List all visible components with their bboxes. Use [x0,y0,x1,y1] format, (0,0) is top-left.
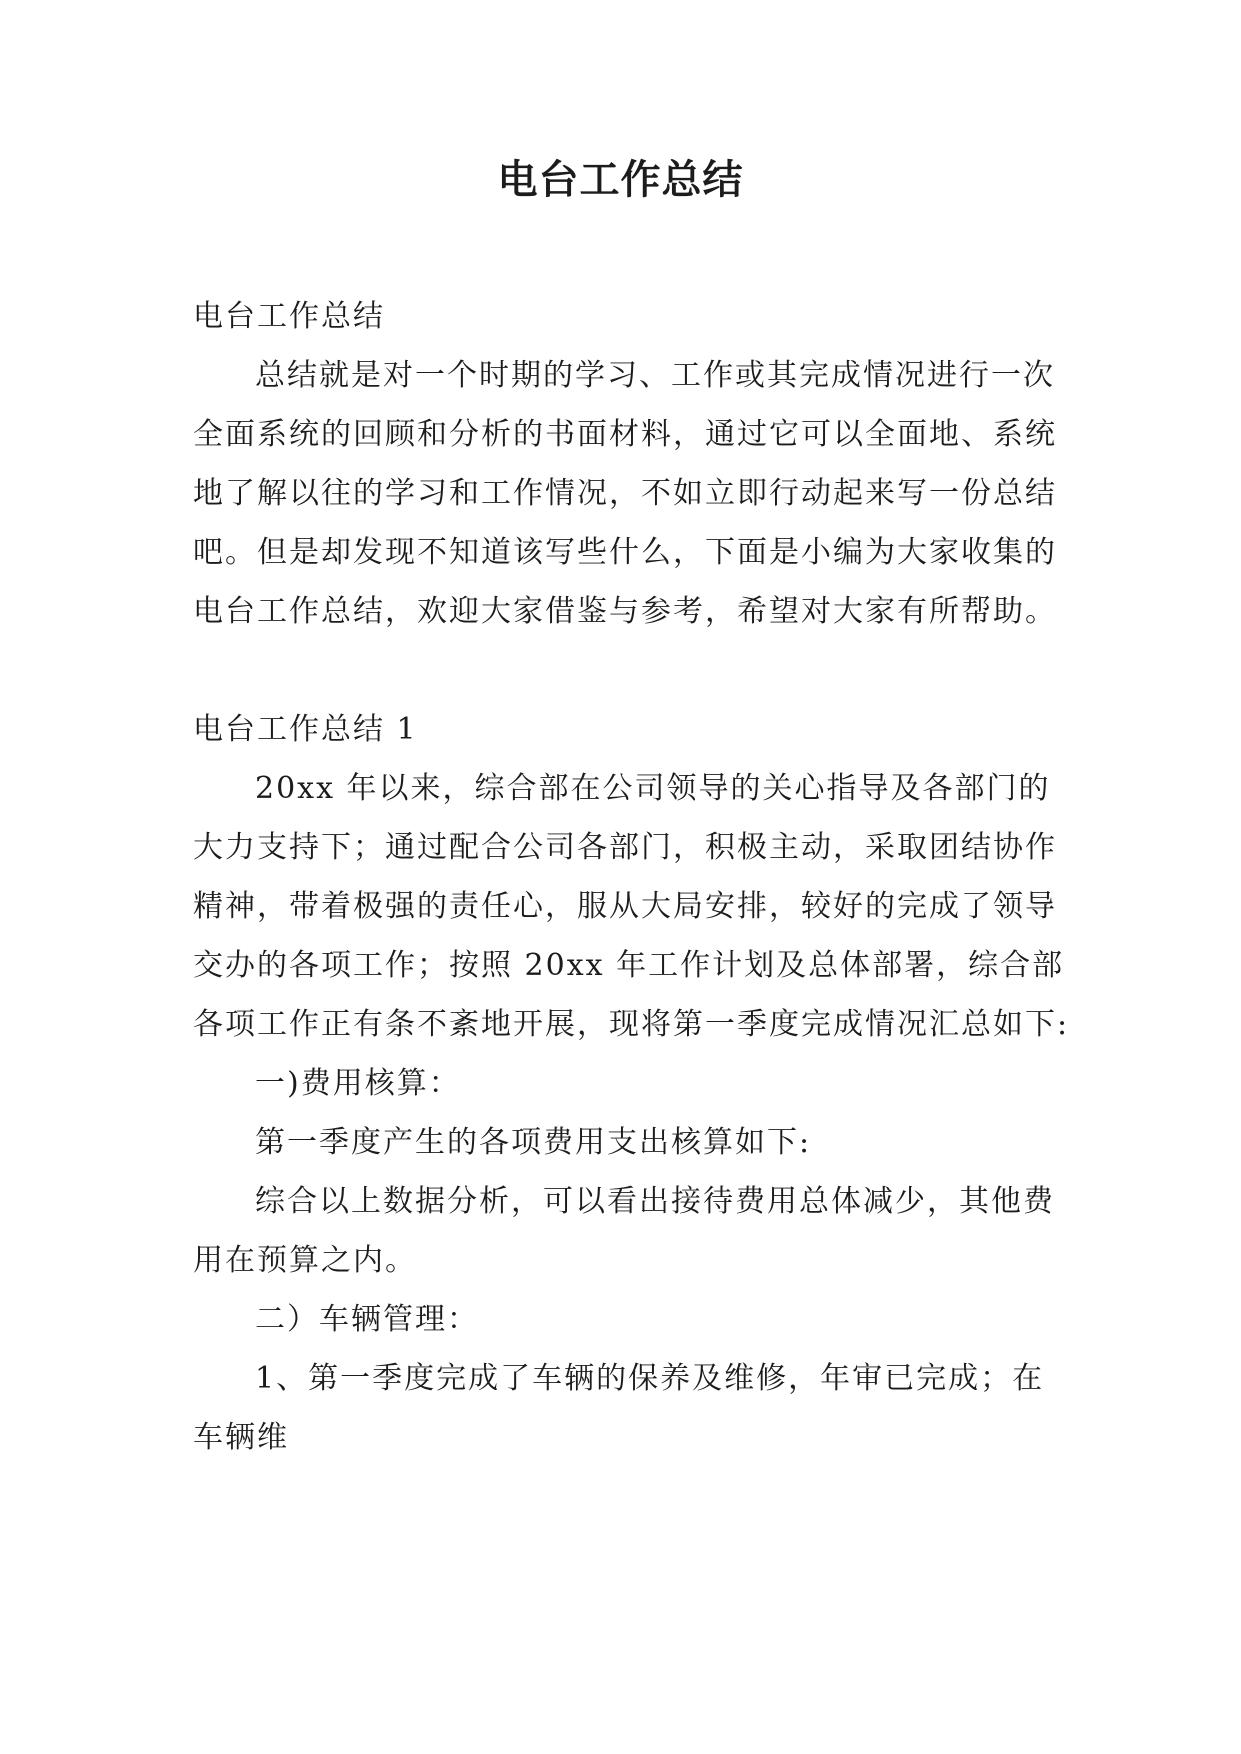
paragraph-spacer [193,641,1073,700]
vehicle-paragraph: 1、第一季度完成了车辆的保养及维修，年审已完成；在车辆维 [193,1361,1045,1455]
summary-paragraph: 20xx 年以来，综合部在公司领导的关心指导及各部门的大力支持下；通过配合公司各部门，积极主动，采取团结协作精神，带着极强的责任心，服从大局安排，较好的完成了领导交办的各项工作；按照 20xx 年工作计划及总体部署，综合部各项工作正有条不紊地开展，现将第一季度完成情况汇总如下: [193,771,1070,1042]
section-heading-1: 电台工作总结 1 [193,712,418,747]
expense-paragraph: 第一季度产生的各项费用支出核算如下: [255,1125,812,1160]
intro-paragraph: 总结就是对一个时期的学习、工作或其完成情况进行一次全面系统的回顾和分析的书面材料，通过它可以全面地、系统地了解以往的学习和工作情况，不如立即行动起来写一份总结吧。但是却发现不知道该写些什么，下面是小编为大家收集的电台工作总结，欢迎大家借鉴与参考，希望对大家有所帮助。 [193,358,1057,629]
document-title: 电台工作总结 [497,157,744,203]
document-body [193,287,1073,1467]
subheading-vehicle-management: 二）车辆管理： [255,1302,479,1337]
section-heading-intro: 电台工作总结 [193,299,385,334]
subheading-expense-accounting: 一)费用核算： [255,1066,461,1101]
analysis-paragraph: 综合以上数据分析，可以看出接待费用总体减少，其他费用在预算之内。 [193,1184,1055,1278]
